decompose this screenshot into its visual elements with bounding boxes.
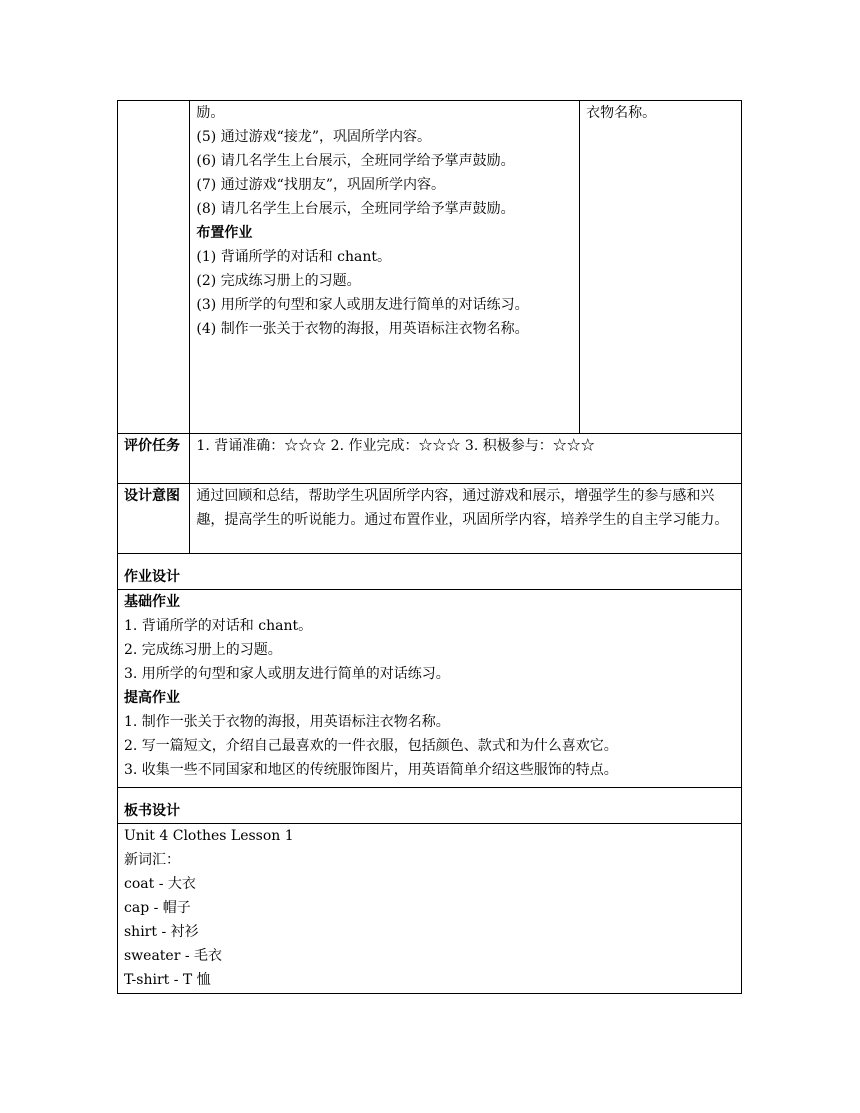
basic-homework-item: 2. 完成练习册上的习题。 (124, 642, 282, 658)
homework-line: (3) 用所学的句型和家人或朋友进行简单的对话练习。 (196, 297, 529, 313)
board-design-title: 板书设计 (118, 788, 742, 824)
board-line: coat - 大衣 (124, 876, 196, 892)
design-intent-label: 设计意图 (118, 484, 190, 554)
homework-line: (4) 制作一张关于衣物的海报，用英语标注衣物名称。 (196, 321, 529, 337)
homework-design-content (118, 590, 742, 788)
board-design-heading-row (118, 788, 742, 824)
procedure-note-cell (580, 101, 742, 434)
procedure-row (118, 101, 742, 434)
board-line: shirt - 衬衫 (124, 924, 199, 940)
procedure-note: 衣物名称。 (586, 105, 657, 121)
procedure-line: 励。 (196, 105, 225, 121)
procedure-content-cell (190, 101, 580, 434)
procedure-label-cell (118, 101, 190, 434)
board-line: cap - 帽子 (124, 900, 191, 916)
homework-heading: 布置作业 (196, 225, 253, 241)
advanced-homework-item: 1. 制作一张关于衣物的海报，用英语标注衣物名称。 (124, 714, 450, 730)
board-design-row (118, 824, 742, 994)
evaluation-row (118, 434, 742, 484)
advanced-homework-item: 2. 写一篇短文，介绍自己最喜欢的一件衣服，包括颜色、款式和为什么喜欢它。 (124, 738, 618, 754)
procedure-line: (7) 通过游戏“找朋友”，巩固所学内容。 (196, 177, 446, 193)
homework-line: (2) 完成练习册上的习题。 (196, 273, 361, 289)
board-line: T-shirt - T 恤 (124, 972, 211, 988)
homework-design-heading-row (118, 554, 742, 590)
advanced-homework-heading: 提高作业 (124, 690, 180, 706)
board-line: sweater - 毛衣 (124, 948, 223, 964)
lesson-plan-table (117, 100, 742, 994)
design-intent-row (118, 484, 742, 554)
evaluation-label: 评价任务 (118, 434, 190, 484)
homework-line: (1) 背诵所学的对话和 chant。 (196, 249, 391, 265)
basic-homework-heading: 基础作业 (124, 594, 180, 610)
procedure-line: (5) 通过游戏“接龙”，巩固所学内容。 (196, 129, 432, 145)
procedure-line: (6) 请几名学生上台展示，全班同学给予掌声鼓励。 (196, 153, 515, 169)
homework-design-row (118, 590, 742, 788)
board-line: 新词汇： (124, 852, 180, 868)
design-intent-text: 通过回顾和总结，帮助学生巩固所学内容，通过游戏和展示，增强学生的参与感和兴趣，提高学生的听说能力。通过布置作业，巩固所学内容，培养学生的自主学习能力。 (190, 484, 742, 554)
evaluation-text: 1. 背诵准确：☆☆☆ 2. 作业完成：☆☆☆ 3. 积极参与：☆☆☆ (190, 434, 742, 484)
board-line: Unit 4 Clothes Lesson 1 (124, 828, 294, 844)
procedure-line: (8) 请几名学生上台展示，全班同学给予掌声鼓励。 (196, 201, 515, 217)
board-design-content (118, 824, 742, 994)
basic-homework-item: 1. 背诵所学的对话和 chant。 (124, 618, 313, 634)
advanced-homework-item: 3. 收集一些不同国家和地区的传统服饰图片，用英语简单介绍这些服饰的特点。 (124, 762, 618, 778)
homework-design-title: 作业设计 (118, 554, 742, 590)
basic-homework-item: 3. 用所学的句型和家人或朋友进行简单的对话练习。 (124, 666, 450, 682)
